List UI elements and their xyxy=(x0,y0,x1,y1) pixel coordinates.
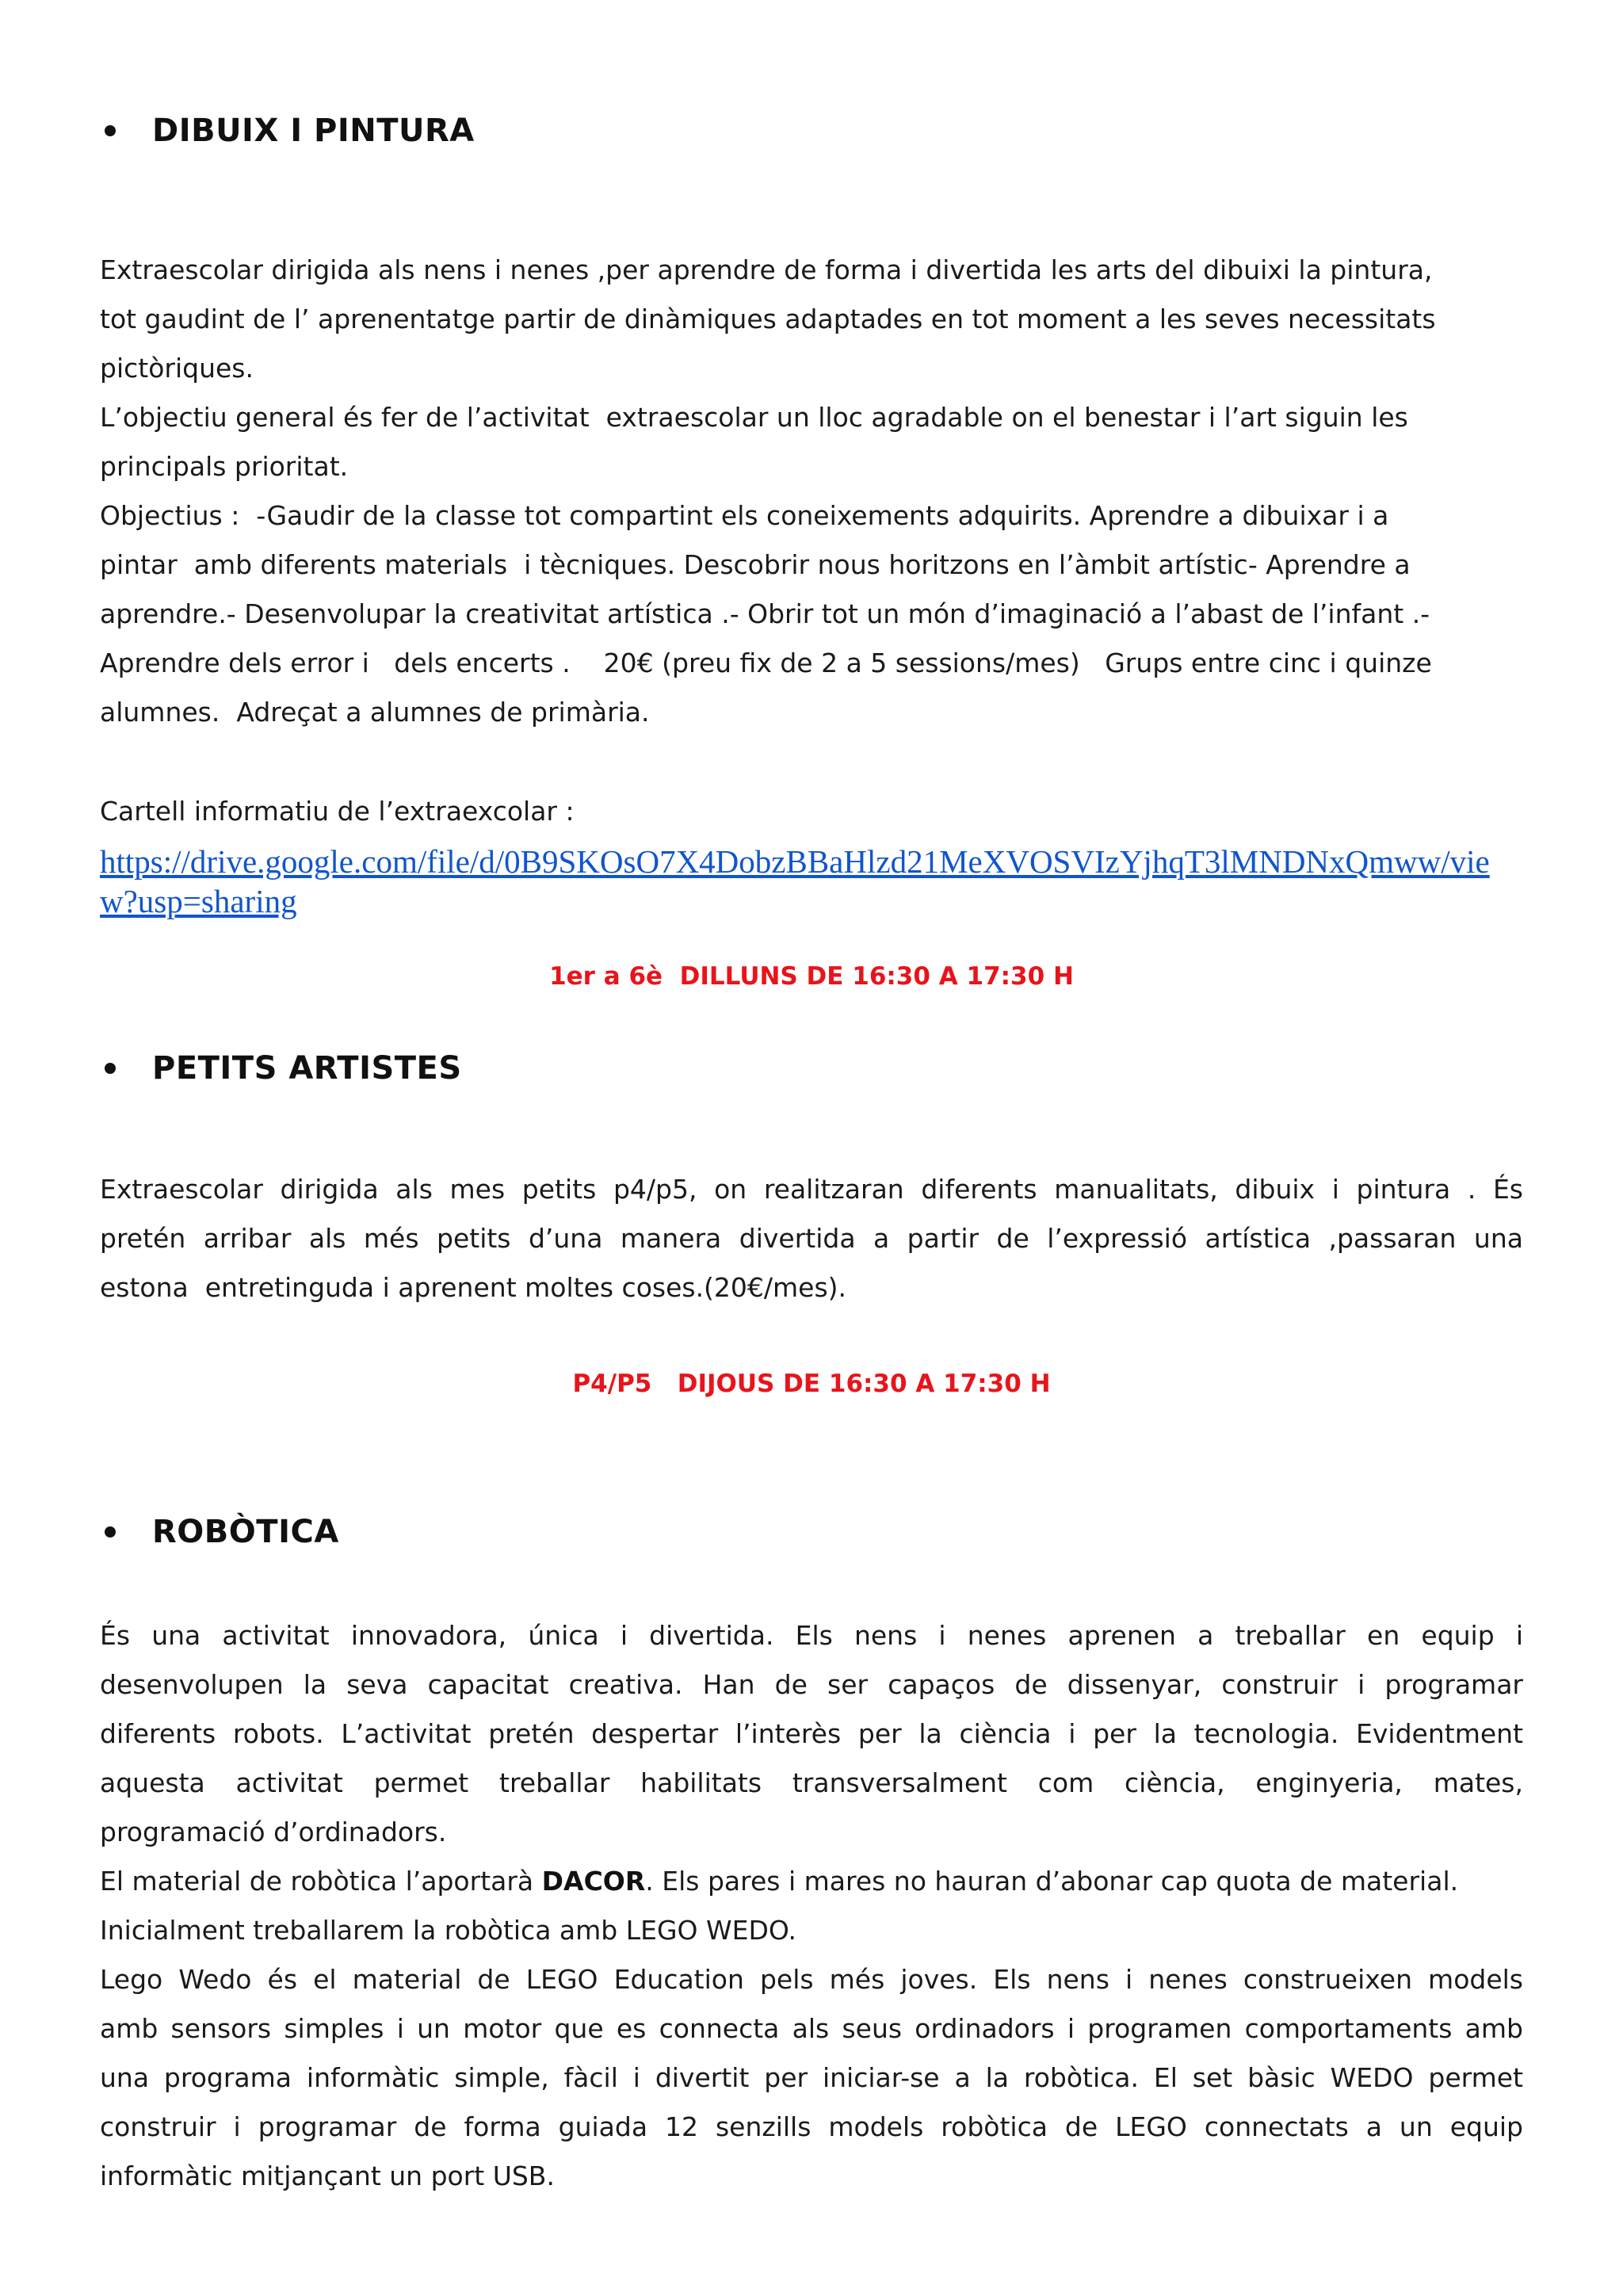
text-line: una programa informàtic simple, fàcil i divertit per iniciar-se a la robòtica. El set bàsic WEDO permet xyxy=(100,2062,1523,2093)
text-line: pictòriques. xyxy=(100,353,254,384)
text-line: Lego Wedo és el material de LEGO Education pels més joves. Els nens i nenes construeixen models xyxy=(100,1964,1523,1995)
text-line: Extraescolar dirigida als nens i nenes ,per aprendre de forma i divertida les arts del dibuixi la pintura, xyxy=(100,254,1433,285)
text-line: Extraescolar dirigida als mes petits p4/p5, on realitzaran diferents manualitats, dibuix i pintura . És xyxy=(100,1174,1523,1205)
bullet-icon xyxy=(105,1526,116,1538)
text-line: principals prioritat. xyxy=(100,451,349,482)
text-line: pretén arribar als més petits d’una manera divertida a partir de l’expressió artística ,passaran una xyxy=(100,1223,1523,1254)
text-line: Inicialment treballarem la robòtica amb LEGO WEDO. xyxy=(100,1915,797,1946)
poster-label xyxy=(100,787,1523,836)
dibuix-description xyxy=(100,246,1523,737)
text-line: tot gaudint de l’ aprenentatge partir de dinàmiques adaptades en tot moment a les seves necessitats xyxy=(100,304,1436,334)
text-line: desenvolupen la seva capacitat creativa. Han de ser capaços de dissenyar, construir i programar xyxy=(100,1669,1523,1700)
section-heading-robotica xyxy=(100,1514,339,1550)
section-heading-petits xyxy=(100,1050,462,1087)
poster-link[interactable]: https://drive.google.com/file/d/0B9SKOsO7X4DobzBBaHlzd21MeXVOSVIzYjhqT3lMNDNxQmww/view?usp=sharing xyxy=(100,843,1490,919)
text-line: amb sensors simples i un motor que es connecta als seus ordinadors i programen comportaments amb xyxy=(100,2013,1523,2044)
text-line: pintar amb diferents materials i tècniques. Descobrir nous horitzons en l’àmbit artístic- Aprendre a xyxy=(100,549,1411,580)
robotica-description xyxy=(100,1611,1523,2201)
text-line: L’objectiu general és fer de l’activitat extraescolar un lloc agradable on el benestar i l’art siguin les xyxy=(100,402,1408,433)
text-line: estona entretinguda i aprenent moltes coses.(20€/mes). xyxy=(100,1272,847,1303)
text-line: programació d’ordinadors. xyxy=(100,1817,447,1847)
text-line: Aprendre dels error i dels encerts . 20€ (preu fix de 2 a 5 sessions/mes) Grups entre cinc i quinze xyxy=(100,648,1432,678)
section-title: PETITS ARTISTES xyxy=(152,1050,462,1087)
section-title: DIBUIX I PINTURA xyxy=(152,113,475,149)
petits-description xyxy=(100,1165,1523,1312)
dacor-brand: DACOR xyxy=(541,1866,646,1897)
text-line: informàtic mitjançant un port USB. xyxy=(100,2160,555,2191)
section-title: ROBÒTICA xyxy=(152,1514,339,1550)
text-line: diferents robots. L’activitat pretén despertar l’interès per la ciència i per la tecnologia. Evidentment xyxy=(100,1718,1523,1749)
text-line: alumnes. Adreçat a alumnes de primària. xyxy=(100,697,650,728)
dibuix-schedule: 1er a 6è DILLUNS DE 16:30 A 17:30 H xyxy=(549,962,1074,991)
section-heading-dibuix xyxy=(100,113,475,149)
text-line: aquesta activitat permet treballar habilitats transversalment com ciència, enginyeria, mates, xyxy=(100,1767,1523,1798)
petits-schedule: P4/P5 DIJOUS DE 16:30 A 17:30 H xyxy=(572,1370,1051,1398)
text-line: aprendre.- Desenvolupar la creativitat artística .- Obrir tot un món d’imaginació a l’abast de l’infant .- xyxy=(100,598,1430,629)
dacor-line xyxy=(100,1857,1523,1906)
poster-label-text: Cartell informatiu de l’extraexcolar : xyxy=(100,796,575,827)
dacor-suffix: . Els pares i mares no hauran d’abonar cap quota de material. xyxy=(645,1866,1459,1897)
text-line: construir i programar de forma guiada 12 senzills models robòtica de LEGO connectats a un equip xyxy=(100,2111,1523,2142)
text-line: Objectius : -Gaudir de la classe tot compartint els coneixements adquirits. Aprendre a dibuixar i a xyxy=(100,500,1389,531)
bullet-icon xyxy=(105,125,116,136)
bullet-icon xyxy=(105,1063,116,1074)
text-line: És una activitat innovadora, única i divertida. Els nens i nenes aprenen a treballar en equip i xyxy=(100,1620,1523,1651)
dacor-prefix: El material de robòtica l’aportarà xyxy=(100,1866,542,1897)
